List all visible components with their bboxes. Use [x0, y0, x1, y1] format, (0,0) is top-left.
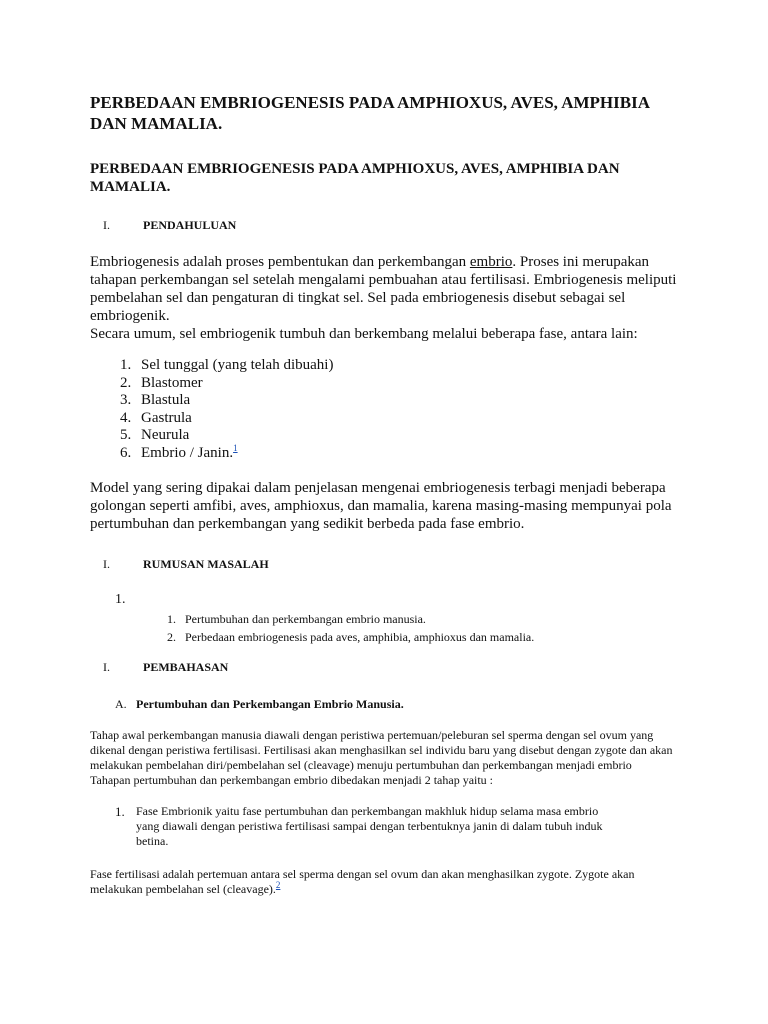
- document-subtitle: PERBEDAAN EMBRIOGENESIS PADA AMPHIOXUS, AVES, AMPHIBIA DAN MAMALIA.: [90, 161, 620, 195]
- intro-text-cont: . Proses ini merupakan tahapan perkembangan sel setelah mengalami pembuahan atau fertilisasi. Embriogenesis meliputi pembelahan sel dan pengaturan di tingkat sel. Sel pada embriogenesis disebut sebagai sel embriogenik.: [90, 254, 677, 324]
- footnote-link[interactable]: 2: [275, 879, 281, 890]
- section-heading-rumusan: [90, 557, 680, 572]
- rumusan-list: [90, 610, 680, 646]
- list-item: 5. Neurula: [135, 427, 680, 445]
- section-label: PENDAHULUAN: [143, 218, 237, 232]
- list-item: 4. Gastrula: [135, 410, 680, 428]
- intro-paragraph-2: Secara umum, sel embriogenik tumbuh dan berkembang melalui beberapa fase, antara lain:: [90, 326, 638, 342]
- rumusan-outer-number: 1.: [115, 591, 126, 607]
- section-label: PEMBAHASAN: [143, 659, 229, 674]
- subsection-letter: A.: [115, 696, 127, 711]
- pembahasan-paragraph: Tahap awal perkembangan manusia diawali dengan peristiwa pertemuan/peleburan sel sperma dengan sel ovum yang dikenal dengan peristiwa fertilisasi. Fertilisasi akan menghasilkan sel individu baru yang disebut dengan zygote dan akan melakukan pembelahan diri/pembelahan sel (cleavage) menuju pertumbuhan dan perkembangan menjadi embrio: [90, 727, 673, 772]
- list-item: 3. Blastula: [135, 392, 680, 410]
- list-item: [135, 442, 680, 463]
- list-item: 1. Pertumbuhan dan perkembangan embrio manusia.: [179, 610, 680, 628]
- section-heading-pembahasan: [90, 660, 680, 675]
- subsection-title: Pertumbuhan dan Perkembangan Embrio Manusia.: [136, 696, 404, 711]
- section-number: I.: [103, 218, 110, 232]
- list-item: 2. Perbedaan embriogenesis pada aves, amphibia, amphioxus dan mamalia.: [179, 628, 680, 646]
- fertilisasi-text: Fase fertilisasi adalah pertemuan antara sel sperma dengan sel ovum dan akan menghasilkan zygote. Zygote akan melakukan pembelahan sel (cleavage).: [90, 866, 635, 896]
- list-item: 2. Blastomer: [135, 375, 680, 393]
- subsection-heading: [90, 697, 680, 712]
- document-page: [90, 92, 680, 897]
- model-paragraph: Model yang sering dipakai dalam penjelasan mengenai embriogenesis terbagi menjadi beberapa golongan seperti amfibi, aves, amphioxus, dan mamalia, karena masing-masing mempunyai pola pertumbuhan dan perkembangan yang sedikit berbeda pada fase embrio.: [90, 479, 672, 532]
- section-label: RUMUSAN MASALAH: [143, 556, 269, 571]
- fase-text: Fase Embrionik yaitu fase pertumbuhan dan perkembangan makhluk hidup selama masa embrio yang diawali dengan peristiwa fertilisasi sampai dengan terbentuknya janin di dalam tubuh induk betina.: [136, 803, 603, 848]
- fase-list-item: [90, 804, 680, 849]
- list-item: 1. Sel tunggal (yang telah dibuahi): [135, 357, 680, 375]
- footnote-link[interactable]: 1: [233, 442, 238, 453]
- section-number: I.: [103, 556, 110, 571]
- intro-text: Embriogenesis adalah proses pembentukan dan perkembangan: [90, 254, 470, 270]
- list-item-text: Embrio / Janin.: [141, 444, 234, 461]
- document-title: PERBEDAAN EMBRIOGENESIS PADA AMPHIOXUS, AVES, AMPHIBIA DAN MAMALIA.: [90, 93, 650, 133]
- fertilisasi-paragraph: [90, 867, 680, 897]
- embrio-link[interactable]: embrio: [469, 254, 513, 270]
- section-number: I.: [103, 659, 110, 674]
- phase-list: [90, 357, 680, 463]
- pembahasan-paragraph-2: Tahapan pertumbuhan dan perkembangan embrio dibedakan menjadi 2 tahap yaitu :: [90, 772, 494, 787]
- intro-paragraph: [90, 253, 680, 325]
- fase-number: 1.: [115, 803, 125, 819]
- section-heading-pendahuluan: [90, 218, 680, 233]
